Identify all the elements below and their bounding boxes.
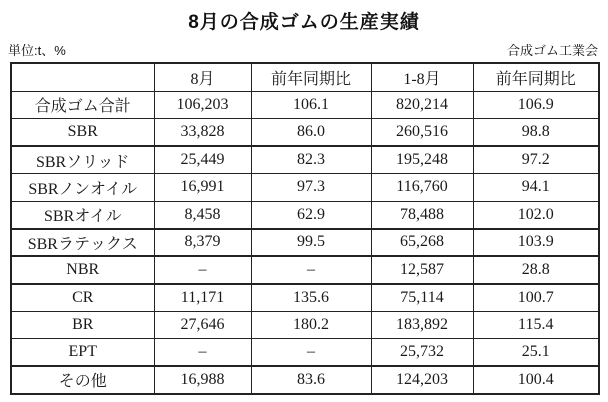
cell-value: 12,587 bbox=[371, 256, 473, 284]
cell-value: 106.9 bbox=[473, 91, 599, 119]
cell-value: 62.9 bbox=[251, 201, 371, 229]
cell-value: 25,449 bbox=[154, 146, 251, 174]
cell-value: 16,988 bbox=[154, 366, 251, 394]
cell-value: 27,646 bbox=[154, 311, 251, 339]
cell-value: 82.3 bbox=[251, 146, 371, 174]
table-row-sbr-solid bbox=[11, 146, 599, 174]
table-row-sbr-oil bbox=[11, 201, 599, 229]
col-header-yoy-cumulative: 前年同期比 bbox=[473, 63, 599, 91]
cell-value: 25,732 bbox=[371, 339, 473, 367]
unit-note: 単位:t、% bbox=[8, 43, 66, 58]
table-row-cr bbox=[11, 284, 599, 312]
cell-value: 115.4 bbox=[473, 311, 599, 339]
cell-value: 11,171 bbox=[154, 284, 251, 312]
table-row-sbr-nonoil bbox=[11, 174, 599, 202]
cell-value: 106,203 bbox=[154, 91, 251, 119]
row-label: SBRノンオイル bbox=[11, 174, 154, 202]
cell-value: 100.7 bbox=[473, 284, 599, 312]
cell-value: 83.6 bbox=[251, 366, 371, 394]
row-label: NBR bbox=[11, 256, 154, 284]
cell-value: 124,203 bbox=[371, 366, 473, 394]
row-label: 合成ゴム合計 bbox=[11, 91, 154, 119]
cell-value: 8,458 bbox=[154, 201, 251, 229]
table-row-ept bbox=[11, 339, 599, 367]
cell-value: 8,379 bbox=[154, 229, 251, 257]
meta-row bbox=[8, 40, 598, 59]
cell-value: 195,248 bbox=[371, 146, 473, 174]
cell-value: 65,268 bbox=[371, 229, 473, 257]
cell-value: 97.2 bbox=[473, 146, 599, 174]
table-row-sbr bbox=[11, 119, 599, 147]
cell-value: – bbox=[154, 256, 251, 284]
table-row-other bbox=[11, 366, 599, 394]
row-label: SBRオイル bbox=[11, 201, 154, 229]
cell-value: 97.3 bbox=[251, 174, 371, 202]
cell-value: 102.0 bbox=[473, 201, 599, 229]
page-title: 8月の合成ゴムの生産実績 bbox=[188, 12, 420, 33]
cell-value: 180.2 bbox=[251, 311, 371, 339]
cell-value: 135.6 bbox=[251, 284, 371, 312]
cell-value: 25.1 bbox=[473, 339, 599, 367]
table-row-br bbox=[11, 311, 599, 339]
cell-value: 183,892 bbox=[371, 311, 473, 339]
cell-value: 33,828 bbox=[154, 119, 251, 147]
cell-value: 116,760 bbox=[371, 174, 473, 202]
cell-value: 78,488 bbox=[371, 201, 473, 229]
cell-value: 106.1 bbox=[251, 91, 371, 119]
cell-value: 28.8 bbox=[473, 256, 599, 284]
cell-value: 103.9 bbox=[473, 229, 599, 257]
cell-value: 260,516 bbox=[371, 119, 473, 147]
col-header-blank bbox=[11, 63, 154, 91]
cell-value: 94.1 bbox=[473, 174, 599, 202]
cell-value: 100.4 bbox=[473, 366, 599, 394]
table-row-sbr-latex bbox=[11, 229, 599, 257]
row-label: EPT bbox=[11, 339, 154, 367]
table-row-total bbox=[11, 91, 599, 119]
table-header-row bbox=[11, 63, 599, 91]
col-header-month: 8月 bbox=[154, 63, 251, 91]
row-label: SBRソリッド bbox=[11, 146, 154, 174]
cell-value: – bbox=[251, 339, 371, 367]
cell-value: 99.5 bbox=[251, 229, 371, 257]
cell-value: 75,114 bbox=[371, 284, 473, 312]
production-table bbox=[10, 62, 600, 395]
table-row-nbr bbox=[11, 256, 599, 284]
row-label: BR bbox=[11, 311, 154, 339]
cell-value: 86.0 bbox=[251, 119, 371, 147]
row-label: CR bbox=[11, 284, 154, 312]
col-header-yoy-month: 前年同期比 bbox=[251, 63, 371, 91]
row-label: SBRラテックス bbox=[11, 229, 154, 257]
cell-value: – bbox=[251, 256, 371, 284]
row-label: その他 bbox=[11, 366, 154, 394]
row-label: SBR bbox=[11, 119, 154, 147]
cell-value: 16,991 bbox=[154, 174, 251, 202]
cell-value: 820,214 bbox=[371, 91, 473, 119]
col-header-cumulative: 1-8月 bbox=[371, 63, 473, 91]
cell-value: 98.8 bbox=[473, 119, 599, 147]
cell-value: – bbox=[154, 339, 251, 367]
source-label: 合成ゴム工業会 bbox=[506, 43, 598, 58]
